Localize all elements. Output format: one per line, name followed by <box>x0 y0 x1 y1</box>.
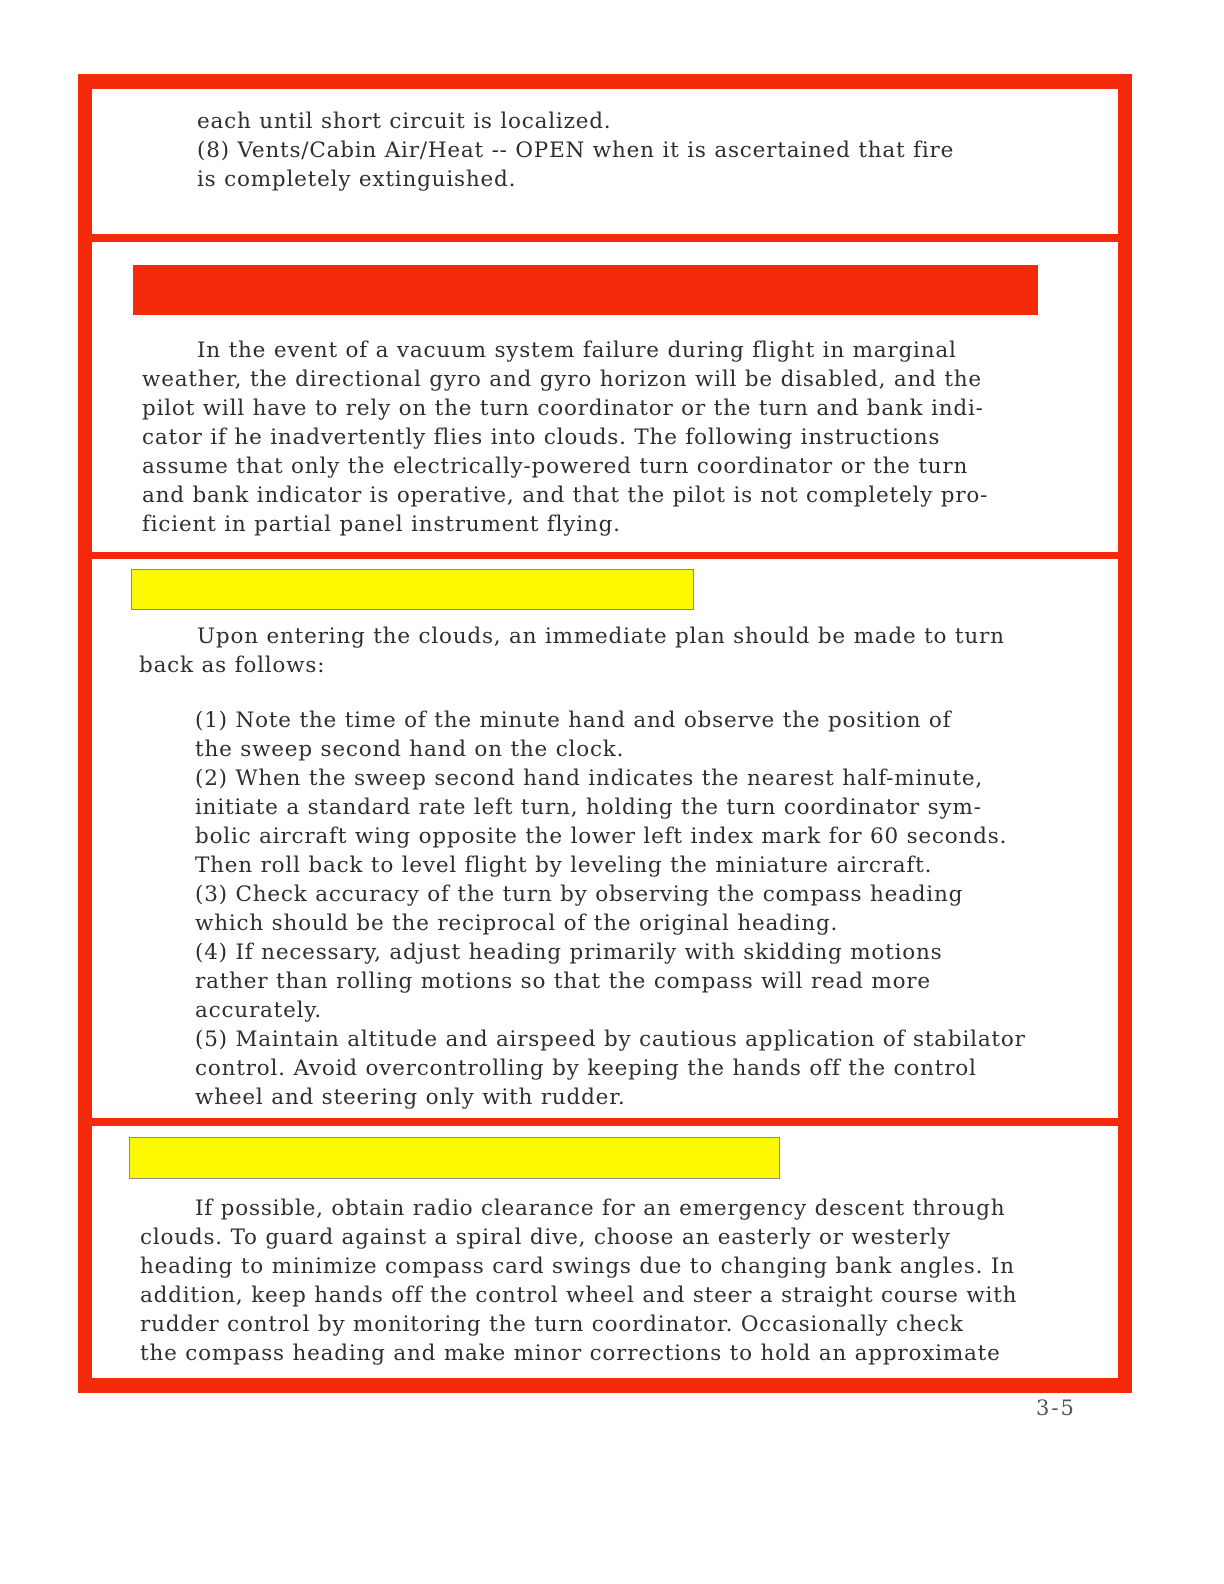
text-line: cator if he inadvertently flies into clouds. The following instructions <box>142 425 941 450</box>
text-line: back as follows: <box>139 653 326 678</box>
step-line: Then roll back to level flight by leveling the miniature aircraft. <box>195 853 933 878</box>
section-2-paragraph <box>142 336 988 539</box>
step-line: (2) When the sweep second hand indicates the nearest half-minute, <box>195 766 984 791</box>
text-line: assume that only the electrically-powered turn coordinator or the turn <box>142 454 969 479</box>
text-line: Upon entering the clouds, an immediate plan should be made to turn <box>197 624 1005 649</box>
step-line: rather than rolling motions so that the compass will read more <box>195 969 931 994</box>
text-line: (8) Vents/Cabin Air/Heat -- OPEN when it is ascertained that fire <box>197 138 955 163</box>
text-line: heading to minimize compass card swings due to changing bank angles. In <box>140 1254 1015 1279</box>
step-line: (4) If necessary, adjust heading primarily with skidding motions <box>195 940 943 965</box>
text-line: rudder control by monitoring the turn coordinator. Occasionally check <box>140 1312 964 1337</box>
section-3-heading-bar <box>131 569 694 610</box>
step-line: which should be the reciprocal of the original heading. <box>195 911 839 936</box>
text-line: each until short circuit is localized. <box>197 109 612 134</box>
step-line: control. Avoid overcontrolling by keeping the hands off the control <box>195 1056 977 1081</box>
section-3-steps <box>195 707 1026 1113</box>
text-line: clouds. To guard against a spiral dive, choose an easterly or westerly <box>140 1225 951 1250</box>
text-line: addition, keep hands off the control wheel and steer a straight course with <box>140 1283 1018 1308</box>
text-line: weather, the directional gyro and gyro horizon will be disabled, and the <box>142 367 982 392</box>
text-line: If possible, obtain radio clearance for an emergency descent through <box>195 1196 1006 1221</box>
step-line: (1) Note the time of the minute hand and observe the position of <box>195 708 952 733</box>
step-line: wheel and steering only with rudder. <box>195 1085 626 1110</box>
text-line: the compass heading and make minor corrections to hold an approximate <box>140 1341 1001 1366</box>
section-4-paragraph <box>140 1194 1017 1368</box>
step-line: (3) Check accuracy of the turn by observing the compass heading <box>195 882 964 907</box>
section-4-heading-bar <box>129 1137 780 1179</box>
step-line: bolic aircraft wing opposite the lower left index mark for 60 seconds. <box>195 824 1008 849</box>
section-3-intro <box>139 622 1005 680</box>
step-line: initiate a standard rate left turn, holding the turn coordinator sym- <box>195 795 982 820</box>
text-line: pilot will have to rely on the turn coordinator or the turn and bank indi- <box>142 396 984 421</box>
text-line: is completely extinguished. <box>197 167 517 192</box>
text-line: and bank indicator is operative, and that the pilot is not completely pro- <box>142 483 989 508</box>
step-line: (5) Maintain altitude and airspeed by cautious application of stabilator <box>195 1027 1026 1052</box>
step-line: the sweep second hand on the clock. <box>195 737 625 762</box>
section-2-heading-bar <box>133 265 1038 315</box>
section-1-text <box>197 107 954 194</box>
text-line: In the event of a vacuum system failure during flight in marginal <box>197 338 957 363</box>
step-line: accurately. <box>195 998 323 1023</box>
text-line: ficient in partial panel instrument flying. <box>142 512 621 537</box>
page-number: 3-5 <box>1036 1396 1076 1420</box>
